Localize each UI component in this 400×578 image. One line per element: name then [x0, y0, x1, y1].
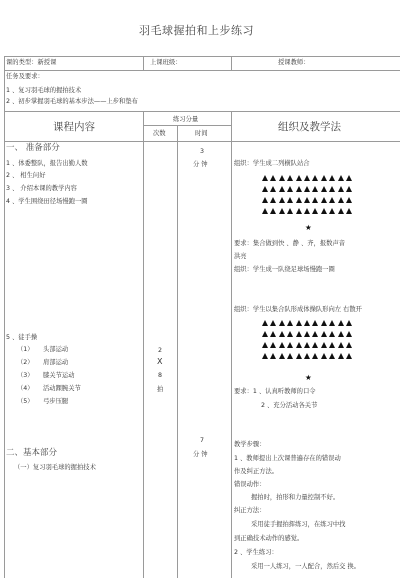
header-content: 课程内容: [53, 121, 95, 133]
hand-exercise-num-4: （4）: [17, 385, 34, 392]
teacher-label: 授课教师：: [278, 59, 310, 66]
class-label: 上课班级：: [150, 59, 182, 66]
header-count: 次数: [153, 130, 166, 137]
prep-item-2: 2 、 相生问好: [6, 172, 46, 179]
basic-sub: （一）复习羽毛球的握拍技术: [14, 464, 96, 471]
correct-heading: 纠正方法：: [234, 507, 266, 514]
header-bottom-divider: [4, 141, 400, 142]
header-method: 组织及教学法: [278, 121, 341, 133]
tasks-divider: [4, 111, 400, 112]
prep-req-1-cont: 洪亮: [234, 253, 247, 260]
prep-req-1: 要求：集合做到快 、静 、齐，报数声音: [234, 240, 346, 247]
prep-item-4: 4 、学生围绕田径场慢跑一圈: [6, 198, 88, 205]
hand-exercise-name-5: 弓步压腿: [43, 398, 69, 405]
header-load: 练习分量: [173, 116, 199, 123]
count-time-divider: [177, 125, 178, 578]
hand-exercise-count-2: X: [157, 357, 163, 366]
hand-exercise-num-2: （2）: [17, 359, 34, 366]
info-col-divider-1: [143, 56, 144, 70]
hand-exercise-title: 5 、徒手操: [6, 334, 38, 341]
course-type: 课的类型：新授课: [6, 59, 57, 66]
content-col-divider: [143, 111, 144, 578]
left-border: [4, 56, 5, 578]
task-item-1: 1 、复习羽毛球的握拍技术: [6, 87, 82, 94]
steps-heading: 教学步骤：: [234, 441, 266, 448]
prep-req-3-2: 2 、充分活动各关节: [261, 402, 318, 409]
hand-exercise-count-4: 拍: [157, 386, 164, 393]
formation-1: [262, 175, 358, 219]
step-1: 1 、教师提出上次课普遍存在的错误动: [234, 455, 341, 462]
correct-cont: 到正确技术动作的感觉。: [234, 535, 304, 542]
teacher-star-icon: ★: [305, 223, 312, 232]
table-top-border: [4, 56, 400, 57]
info-row-divider: [4, 70, 400, 71]
header-time: 时间: [195, 130, 208, 137]
basic-time-value: 7: [200, 437, 205, 444]
page-title: 羽毛球握拍和上步练习: [139, 24, 254, 37]
load-header-divider: [143, 125, 231, 126]
hand-exercise-name-4: 活动踝腕关节: [43, 385, 81, 392]
prep-org-2: 组织：学生成一队绕足球场慢跑一圈: [234, 266, 335, 273]
prep-org-3: 组织：学生以集合队形成体操队形向左 右散开: [234, 306, 362, 313]
prep-org-1: 组织：学生成二列横队站合: [234, 160, 310, 167]
teacher-star-icon-2: ★: [305, 373, 312, 382]
step-1-cont: 作及纠正方法。: [234, 468, 279, 475]
hand-exercise-count-1: 2: [158, 347, 163, 354]
error-heading: 错误动作：: [234, 481, 266, 488]
prep-req-3-1: 要求：1 、认真听教师的口令: [234, 388, 316, 395]
tasks-heading: 任务及要求：: [6, 73, 44, 80]
prep-item-1: 1 、体委整队，报告出勤人数: [6, 160, 88, 167]
formation-2: [262, 320, 358, 364]
step-2: 2 、学生练习：: [234, 549, 278, 556]
prep-time-value: 3: [200, 148, 205, 155]
info-col-divider-2: [231, 56, 232, 70]
hand-exercise-name-3: 膝关节运动: [43, 372, 75, 379]
step-2-text: 采用一人练习，一人配合，然后交 换。: [251, 563, 361, 570]
basic-time-unit: 分 钟: [193, 451, 208, 458]
prep-time-unit: 分 钟: [193, 161, 208, 168]
hand-exercise-num-1: （1）: [17, 346, 34, 353]
hand-exercise-name-2: 肩部运动: [43, 359, 69, 366]
prep-item-3: 3 、 介绍本课的教学内容: [6, 185, 77, 192]
basic-title: 二、基本部分: [6, 448, 58, 458]
hand-exercise-num-5: （5）: [17, 398, 34, 405]
hand-exercise-count-3: 8: [158, 372, 163, 379]
error-text: 握拍时，拍形和力量控制不好。: [251, 494, 340, 501]
hand-exercise-name-1: 头部运动: [43, 346, 69, 353]
correct-text: 采用徒手握拍挥练习，在练习中找: [251, 521, 346, 528]
method-col-divider: [231, 111, 232, 578]
hand-exercise-num-3: （3）: [17, 372, 34, 379]
prep-title: 一、 准备部分: [6, 143, 60, 153]
task-item-2: 2 、初步掌握羽毛球的基本步法——上步和垫布: [6, 98, 138, 105]
